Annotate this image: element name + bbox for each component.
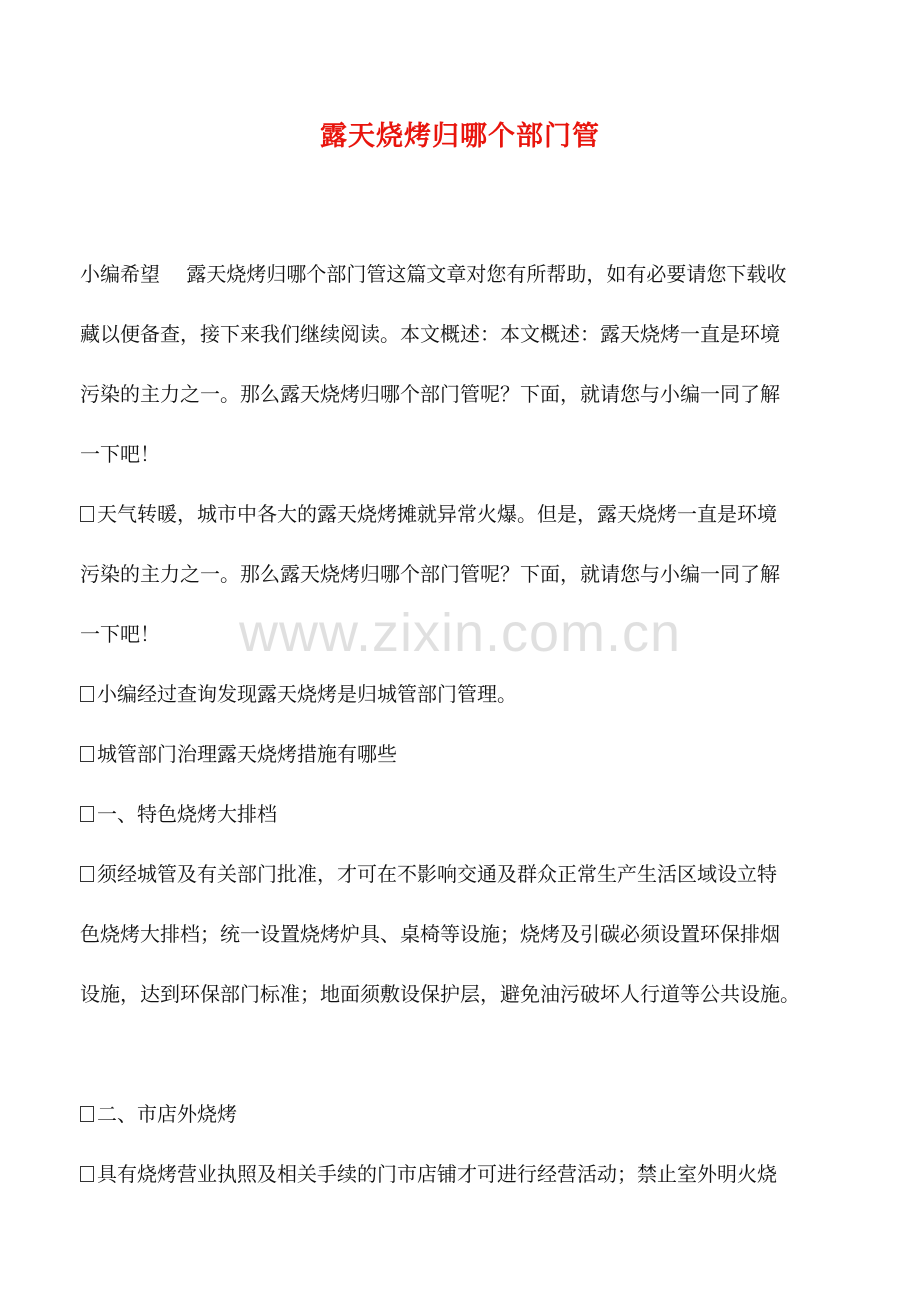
box-glyph-icon [80, 506, 94, 522]
paragraph-line [80, 1100, 237, 1128]
line-text: 色烧烤大排档；统一设置烧烤炉具、桌椅等设施；烧烤及引碳必须设置环保排烟 [80, 922, 780, 946]
box-glyph-icon [80, 806, 94, 822]
line-text: 污染的主力之一。那么露天烧烤归哪个部门管呢？下面，就请您与小编一同了解 [80, 562, 780, 586]
paragraph-line [80, 440, 160, 468]
paragraph-line [80, 920, 780, 948]
paragraph-line [80, 860, 777, 888]
line-text: 天气转暖，城市中各大的露天烧烤摊就异常火爆。但是，露天烧烤一直是环境 [97, 502, 777, 526]
box-glyph-icon [80, 746, 94, 762]
line-text: 一下吧！ [80, 622, 160, 646]
box-glyph-icon [80, 1106, 94, 1122]
paragraph-line [80, 560, 780, 588]
line-text: 小编经过查询发现露天烧烤是归城管部门管理。 [97, 682, 517, 706]
paragraph-line [80, 500, 777, 528]
line-text: 污染的主力之一。那么露天烧烤归哪个部门管呢？下面，就请您与小编一同了解 [80, 382, 780, 406]
box-glyph-icon [80, 866, 94, 882]
line-text: 城管部门治理露天烧烤措施有哪些 [97, 742, 397, 766]
paragraph-line [80, 980, 800, 1008]
paragraph-line [80, 1160, 777, 1188]
line-text: 二、市店外烧烤 [97, 1102, 237, 1126]
line-text: 藏以便备查，接下来我们继续阅读。本文概述：本文概述：露天烧烤一直是环境 [80, 322, 780, 346]
box-glyph-icon [80, 1166, 94, 1182]
line-text: 小编希望 露天烧烤归哪个部门管这篇文章对您有所帮助，如有必要请您下载收 [80, 262, 787, 286]
document-title: 露天烧烤归哪个部门管 [320, 121, 600, 152]
paragraph-line [80, 260, 786, 288]
line-text: 设施，达到环保部门标准；地面须敷设保护层，避免油污破坏人行道等公共设施。 [80, 982, 800, 1006]
line-text: 一、特色烧烤大排档 [97, 802, 277, 826]
paragraph-line [80, 680, 517, 708]
paragraph-line [80, 800, 277, 828]
paragraph-line [80, 320, 780, 348]
paragraph-line [80, 380, 780, 408]
watermark: www.zixin.com.cn [238, 603, 682, 663]
paragraph-line [80, 740, 397, 768]
line-text: 一下吧！ [80, 442, 160, 466]
box-glyph-icon [80, 686, 94, 702]
line-text: 须经城管及有关部门批准，才可在不影响交通及群众正常生产生活区域设立特 [97, 862, 777, 886]
line-text: 具有烧烤营业执照及相关手续的门市店铺才可进行经营活动；禁止室外明火烧 [97, 1162, 777, 1186]
